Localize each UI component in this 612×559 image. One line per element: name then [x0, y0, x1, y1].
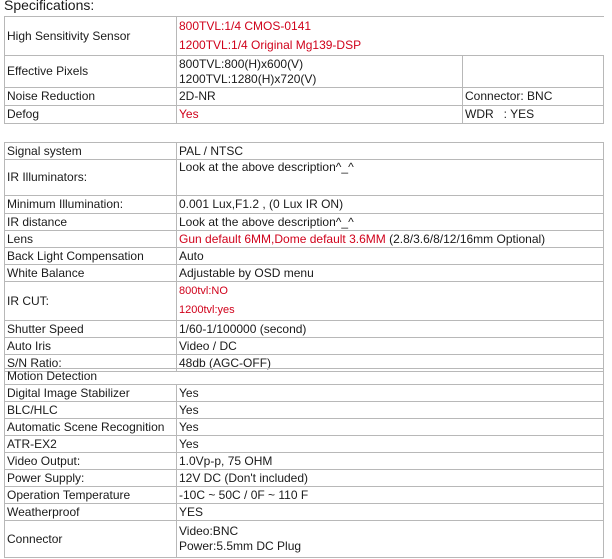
row-value: Adjustable by OSD menu [176, 265, 604, 281]
row-value: 2D-NR [176, 88, 462, 105]
row-label: Motion Detection [4, 369, 604, 384]
row-connector [4, 521, 604, 558]
lens-options: (2.8/3.6/8/12/16mm Optional) [385, 231, 546, 246]
row-value: Yes [176, 106, 462, 123]
row-value [176, 56, 462, 87]
row-min-illumination [4, 196, 604, 214]
row-atr [4, 436, 604, 453]
row-value: PAL / NTSC [176, 143, 604, 159]
row-label: Connector [4, 521, 176, 557]
row-lens [4, 231, 604, 248]
row-value [176, 231, 604, 247]
pixels-800tvl: 800TVL:800(H)x600(V) [179, 56, 304, 71]
row-weatherproof [4, 504, 604, 521]
row-value: Video / DC [176, 338, 604, 354]
row-shutter [4, 321, 604, 338]
row-operation-temperature [4, 487, 604, 504]
row-label: Power Supply: [4, 470, 176, 486]
row-pixels [4, 56, 604, 88]
row-label: Digital Image Stabilizer [4, 385, 176, 401]
row-label: High Sensitivity Sensor [4, 17, 176, 55]
row-ir-illuminators [4, 160, 604, 196]
row-label: Effective Pixels [4, 56, 176, 87]
ircut-1200tvl: 1200tvl:yes [179, 304, 235, 316]
row-label: White Balance [4, 265, 176, 281]
row-white-balance [4, 265, 604, 282]
row-value: Yes [176, 402, 604, 418]
row-value [176, 282, 604, 320]
row-video-output [4, 453, 604, 470]
row-defog [4, 106, 604, 124]
row-value: Yes [176, 385, 604, 401]
row-blc-hlc [4, 402, 604, 419]
row-label: IR CUT: [4, 282, 176, 320]
row-label: IR distance [4, 214, 176, 230]
row-label: Weatherproof [4, 504, 176, 520]
connector-note: Connector: BNC [462, 88, 604, 105]
row-noise [4, 88, 604, 106]
row-signal [4, 142, 604, 160]
spec-heading: Specifications: [4, 0, 95, 13]
wdr-note: WDR : YES [462, 106, 604, 123]
row-value: 1.0Vp-p, 75 OHM [176, 453, 604, 469]
row-label: Shutter Speed [4, 321, 176, 337]
lens-default: Gun default 6MM,Dome default 3.6MM [179, 231, 386, 246]
row-label: ATR-EX2 [4, 436, 176, 452]
row-label: Minimum Illumination: [4, 196, 176, 213]
row-label: BLC/HLC [4, 402, 176, 418]
row-dis [4, 385, 604, 402]
ircut-800tvl: 800tvl:NO [179, 285, 228, 297]
sensor-1200tvl: 1200TVL:1/4 Original Mg139-DSP [179, 38, 362, 52]
row-label: Noise Reduction [4, 88, 176, 105]
row-value: Look at the above description^_^ [176, 214, 604, 230]
row-label: Signal system [4, 143, 176, 159]
row-label: Defog [4, 106, 176, 123]
row-value: Yes [176, 419, 604, 435]
row-value: Look at the above description^_^ [176, 160, 604, 195]
connector-video: Video:BNC [179, 524, 239, 538]
row-sensor [4, 16, 604, 56]
row-power-supply [4, 470, 604, 487]
row-label: Back Light Compensation [4, 248, 176, 264]
row-value: Yes [176, 436, 604, 452]
row-label: Lens [4, 231, 176, 247]
row-ir-cut [4, 282, 604, 321]
row-value: 12V DC (Don't included) [176, 470, 604, 486]
row-label: S/N Ratio: [4, 355, 176, 371]
row-label: IR Illuminators: [4, 160, 176, 195]
connector-power: Power:5.5mm DC Plug [179, 539, 302, 553]
pixels-1200tvl: 1200TVL:1280(H)x720(V) [179, 71, 317, 86]
row-value: 1/60-1/100000 (second) [176, 321, 604, 337]
row-label: Automatic Scene Recognition [4, 419, 176, 435]
row-ir-distance [4, 214, 604, 231]
row-value: 0.001 Lux,F1.2 , (0 Lux IR ON) [176, 196, 604, 213]
row-scene-recognition [4, 419, 604, 436]
row-label: Operation Temperature [4, 487, 176, 503]
row-label: Video Output: [4, 453, 176, 469]
row-extra [462, 56, 604, 87]
row-auto-iris [4, 338, 604, 355]
row-blc [4, 248, 604, 265]
row-motion-detection [4, 368, 604, 385]
row-value: YES [176, 504, 604, 520]
row-value [176, 521, 604, 557]
row-value: Auto [176, 248, 604, 264]
row-value: 48db (AGC-OFF) [176, 355, 604, 371]
row-label: Auto Iris [4, 338, 176, 354]
row-value: -10C ~ 50C / 0F ~ 110 F [176, 487, 604, 503]
sensor-800tvl: 800TVL:1/4 CMOS-0141 [179, 19, 312, 33]
row-value [176, 17, 462, 55]
spec-table [4, 15, 604, 559]
